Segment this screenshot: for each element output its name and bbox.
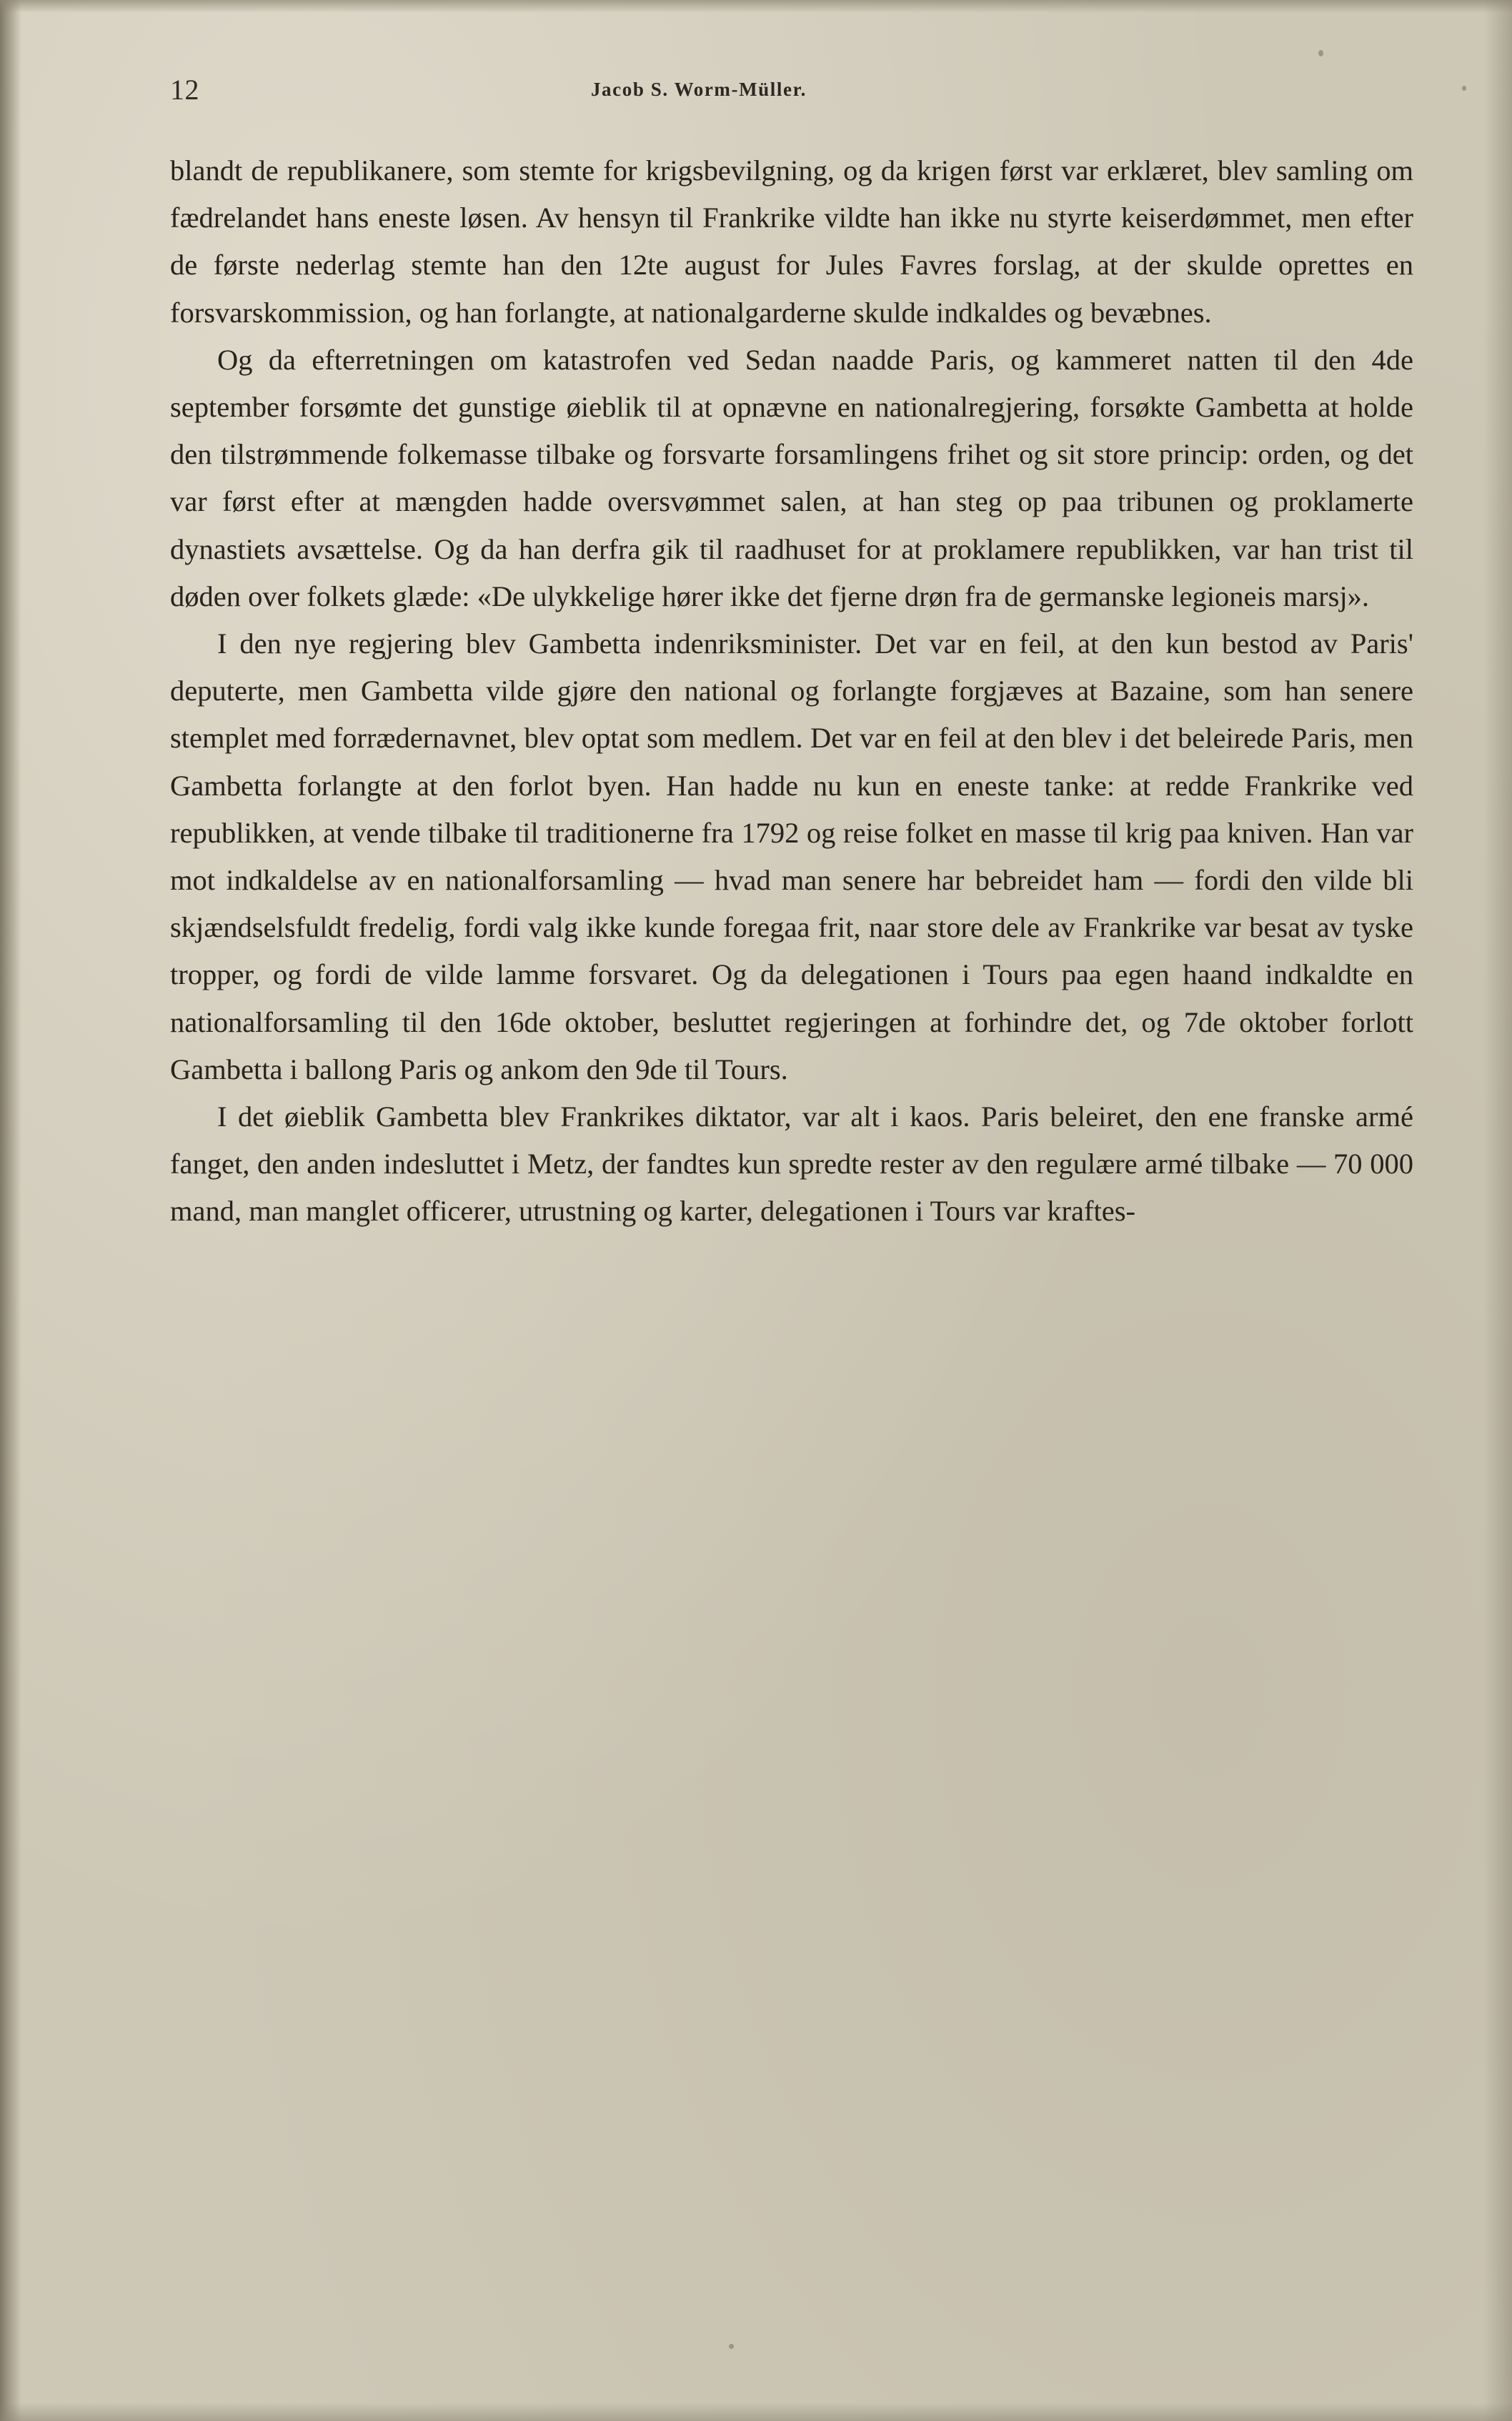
page-edge-shadow-top (0, 0, 1512, 13)
paragraph: Og da efterretningen om katastrofen ved Sedan naadde Paris, og kammeret natten til den 4de september forsømte det gunstige øieblik til at opnævne en nationalregjering, forsøkte Gambetta at holde den tilstrømmende folkemasse tilbake og forsvarte forsamlingens frihet og sit store princip: orden, og det var først efter at mængden hadde oversvømmet salen, at han steg op paa tribunen og proklamerte dynastiets avsættelse. Og da han derfra gik til raadhuset for at proklamere republikken, var han trist til døden over folkets glæde: «De ulykkelige hører ikke det fjerne drøn fra de germanske legioneis marsj». (170, 343, 1413, 612)
paragraph: I det øieblik Gambetta blev Frankrikes diktator, var alt i kaos. Paris beleiret, den ene franske armé fanget, den anden indesluttet i Metz, der fandtes kun spredte rester av den regulære armé tilbake — 70 000 mand, man manglet officerer, utrustning og karter, delegationen i Tours var kraftes- (170, 1100, 1413, 1228)
running-title: Jacob S. Worm-Müller. (590, 79, 807, 100)
page-content (170, 69, 1413, 1236)
scan-speck (1318, 50, 1323, 56)
page-number: 12 (170, 74, 199, 106)
running-head (170, 69, 1413, 119)
scan-speck (729, 2344, 734, 2349)
page-edge-shadow-left (0, 0, 21, 2421)
paragraph: I den nye regjering blev Gambetta indenriksminister. Det var en feil, at den kun bestod av Paris' deputerte, men Gambetta vilde gjøre den national og forlangte forgjæves at Bazaine, som han senere stemplet med forrædernavnet, blev optat som medlem. Det var en feil at den blev i det beleirede Paris, men Gambetta forlangte at den forlot byen. Han hadde nu kun en eneste tanke: at redde Frankrike ved republikken, at vende tilbake til traditionerne fra 1792 og reise folket en masse til krig paa kniven. Han var mot indkaldelse av en nationalforsamling — hvad man senere har bebreidet ham — fordi den vilde bli skjændselsfuldt fredelig, fordi valg ikke kunde foregaa frit, naar store dele av Frankrike var besat av tyske tropper, og fordi de vilde lamme forsvaret. Og da delegationen i Tours paa egen haand indkaldte en nationalforsamling til den 16de oktober, besluttet regjeringen at forhindre det, og 7de oktober forlott Gambetta i ballong Paris og ankom den 9de til Tours. (170, 627, 1413, 1085)
page-edge-shadow-bottom (0, 2402, 1512, 2421)
body-text (170, 147, 1413, 1236)
scan-speck (1462, 86, 1466, 91)
page-edge-shadow-right (1483, 0, 1512, 2421)
paragraph: blandt de republikanere, som stemte for krigsbevilgning, og da krigen først var erklæret, blev samling om fædrelandet hans eneste løsen. Av hensyn til Frankrike vildte han ikke nu styrte keiserdømmet, men efter de første nederlag stemte han den 12te august for Jules Favres forslag, at der skulde oprettes en forsvarskommission, og han forlangte, at nationalgarderne skulde indkaldes og bevæbnes. (170, 154, 1413, 329)
